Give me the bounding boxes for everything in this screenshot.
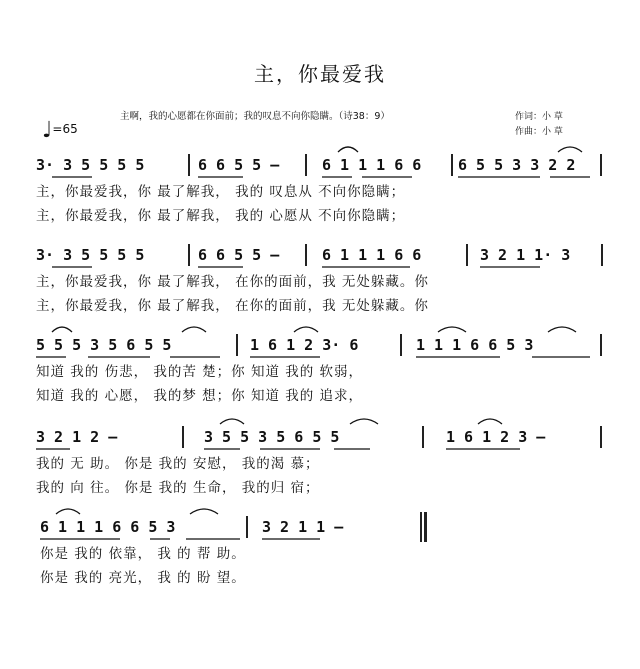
tempo-value: =65 (52, 122, 78, 136)
quarter-note-icon: ♩ (42, 118, 53, 143)
slur (558, 147, 582, 152)
notes-s3-m3: 1 1 1 6 6 5 3 (416, 336, 534, 354)
lyrics-s1-verse2: 主，你最爱我，你 最了解我， 我的 心愿从 不向你隐瞒； (36, 208, 406, 224)
lyrics-s4-verse2: 我的 向 往。 你是 我的 生命， 我的归 宿； (36, 480, 320, 496)
slur (182, 327, 206, 332)
lyrics-s5-verse1: 你是 我的 依靠， 我 的 帮 助。 (40, 546, 246, 562)
notes-s4-m1: 3 2 1 2 – (36, 428, 118, 446)
notes-s5-m2: 3 2 1 1 – (262, 518, 344, 536)
lyrics-s2-verse1: 主，你最爱我，你 最了解我， 在你的面前，我 无处躲藏。你 (36, 274, 429, 290)
notes-s1-m2: 6 6 5 5 – (198, 156, 280, 174)
slur (294, 327, 318, 332)
lyrics-s3-verse1: 知道 我的 伤悲， 我的苦 楚；你 知道 我的 软弱， (36, 364, 364, 380)
notes-s1-m1: 3· 3 5 5 5 5 (36, 156, 145, 174)
notes-s2-m1: 3· 3 5 5 5 5 (36, 246, 145, 264)
scripture-subtitle: 主啊，我的心愿都在你面前；我的叹息不向你隐瞒。（诗38：9） (120, 111, 390, 122)
notes-s4-m2: 3 5 5 3 5 6 5 5 (204, 428, 340, 446)
slur (350, 419, 378, 424)
song-title: 主，你最爱我 (254, 62, 386, 86)
lyrics-s3-verse2: 知道 我的 心愿， 我的梦 想；你 知道 我的 追求， (36, 388, 364, 404)
slur (56, 509, 80, 514)
notes-s4-m3: 1 6 1 2 3 – (446, 428, 546, 446)
notes-s3-m1: 5 5 5 3 5 6 5 5 (36, 336, 172, 354)
slur (220, 419, 244, 424)
slur (548, 327, 576, 332)
composer-credit: 作曲：小 草 (515, 127, 563, 137)
lyrics-s2-verse2: 主，你最爱我，你 最了解我， 在你的面前，我 无处躲藏。你 (36, 298, 429, 314)
slur (338, 147, 358, 152)
lyricist-credit: 作词：小 草 (515, 112, 563, 122)
lyrics-s4-verse1: 我的 无 助。 你是 我的 安慰， 我的渴 慕； (36, 456, 320, 472)
notes-s2-m4: 3 2 1 1· 3 (480, 246, 571, 264)
notes-s2-m2: 6 6 5 5 – (198, 246, 280, 264)
slur (438, 327, 466, 332)
notes-s3-m2: 1 6 1 2 3· 6 (250, 336, 359, 354)
slur (478, 419, 502, 424)
notes-s1-m4: 6 5 5 3 3 2 2 (458, 156, 576, 174)
notes-s5-m1: 6 1 1 1 6 6 5 3 (40, 518, 176, 536)
lyrics-s1-verse1: 主，你最爱我，你 最了解我， 我的 叹息从 不向你隐瞒； (36, 184, 406, 200)
notes-s2-m3: 6 1 1 1 6 6 (322, 246, 422, 264)
slur (52, 327, 72, 332)
lyrics-s5-verse2: 你是 我的 亮光， 我 的 盼 望。 (40, 570, 246, 586)
slur (190, 509, 218, 514)
notes-s1-m3: 6 1 1 1 6 6 (322, 156, 422, 174)
